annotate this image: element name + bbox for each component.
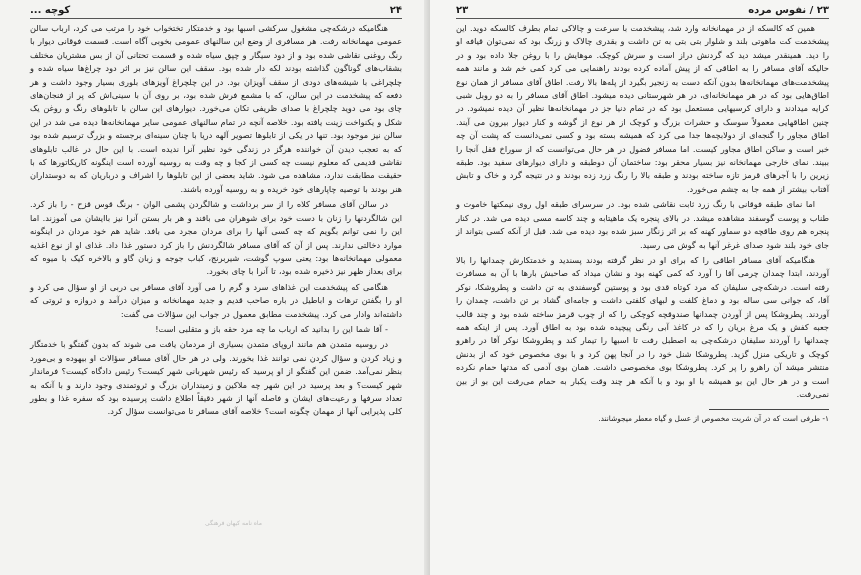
page-number-left: ۲۴ bbox=[389, 5, 402, 16]
paragraph: - آقا شما این را بدانید که ارباب ما چه مرد حقه باز و متقلبی است! bbox=[155, 323, 388, 334]
right-page-header bbox=[456, 4, 829, 19]
running-head-left: کوچه ... bbox=[30, 5, 71, 16]
paragraph: هنگامی که پیشخدمت این غذاهای سرد و گرم را می آورد آقای مسافر بی دربی از او سؤال می کرد و او را بگفتن ترهات و اباطیل در باره صاحب قدیم و جدید مهمانخانه و میزان درآمد و دروازه و ثروتی که داشته‌اند وادار می کرد. پیشخدمت مطابق معمول در جواب این سؤالات می گفت: bbox=[30, 281, 402, 319]
right-page bbox=[430, 0, 861, 575]
left-page-header bbox=[30, 4, 402, 19]
footnote-divider bbox=[709, 409, 829, 410]
running-head-right: ۲۳ / نفوس مرده bbox=[748, 5, 829, 16]
watermark-stamp: ماه نامه کیهان فرهنگی bbox=[205, 520, 262, 527]
left-page bbox=[0, 0, 430, 575]
paragraph: اما نمای طبقه فوقانی با رنگ زرد ثابت نقاشی شده بود. در سرسرای طبقه اول روی نیمکتها خاموت و طناب و پوست گوسفند مشاهده میشد. در بالای پنجره یک ماهیتابه و چند کاسه مسی دیده می شد. در کنار پنجره هم روی طاقچه دو سماور کهنه که بر اثر زنگار سبز شده بود دیده می شد. قبل از آنکه کسی بتواند از جای خود بلند شود صدای غرغر آنها به گوش می رسید. bbox=[456, 199, 829, 250]
page-number-right: ۲۳ bbox=[456, 5, 469, 16]
paragraph: همین که کالسکه از در مهمانخانه وارد شد، پیشخدمت با سرعت و چالاکی تمام بطرف کالسکه دوید. این پیشخدمت کت ماهوتی بلند و شلوار بتی بتی به تن داشت و بقدری چالاک و زرنگ بود که نمی‌توان قیافه او را دید. همینقدر میشد دید که گردنش دراز است و سرش کوچک. موهایش را با روغن جلا داده بود و در حالیکه آقای مسافر را به اطاقی که از پیش آماده کرده بودند راهنمایی می کرد کمی خم شد و مانند همه پیشخدمت‌های مهمانخانه‌ها بدون آنکه دست به زنجیر بگیرد از پله‌ها بالا رفت. اطاق آقای مسافر از همان نوع اطاق‌هایی بود که در هر مهمانخانه‌ای، در هر شهرستانی دیده میشود. اطاق آقای مسافر را به دو روبل شبی کرایه میدادند و دارای کرسیهایی مستعمل بود که در تمام دنیا جز در مهمانخانه‌ها نظیر آن دیده نمیشود. در چنین اطاقهایی معمولاً سوسک و حشرات بزرگ و کوچک از هر نوع از گوشه و کنار دیوار بیرون می آیند. اطاق مجاور را گنجه‌ای از دولابچه‌ها جدا می کرد که همیشه بسته بود و کسی نمی‌دانست که پشت آن چه خبر است و ساکن اطاق مجاور کیست. اما مسافر فضول در هر حال می‌توانست که از سوراخ قفل آنجا را ببیند. نمای خارجی مهمانخانه نیز بسیار محقر بود: ساختمان آن دوطبقه و دارای دیوارهای سفید بود. طبقه زیرین را با آجرهای قرمز تازه ساخته بودند و طبقه بالا را رنگ زرد زده بودند و در نتیجه گرد و خاک و تابش آفتاب بیشتر از همه جا به چشم می‌خورد. bbox=[456, 23, 829, 194]
paragraph: در سالن آقای مسافر کلاه را از سر برداشت و شالگردن پشمی الوان - برنگ قوس قزح - را باز کرد. این شالگردنها را زنان با دست خود برای شوهران می بافند و هر بار بستن آنرا نیز باایشان می آموزند. اما این را نمی توانم بگویم که چه کسی آنها را برای مردان مجرد می بافد. شاید هم خود مردان در اینگونه موارد دخالتی ندارند. پس از آن که آقای مسافر شالگردنش را باز کرد دستور غذا داد. غذای او از نوع اغذیه معمولی مهمانخانه‌ها بود: یعنی سوپ گوشت، شیربرنج، کباب جوجه و زبان گاو و بالاخره کیک با میوه که برای بعداز ظهر نیز ذخیره شده بود، تا آنرا با چای بخورد. bbox=[30, 199, 402, 277]
footnote: ۱- طرفی است که در آن شربت مخصوص از عسل و گیاه معطر میجوشانند. bbox=[598, 414, 829, 424]
paragraph: هنگامیکه درشکه‌چی مشغول سرکشی اسبها بود و خدمتکار تختخواب خود را مرتب می کرد، ارباب سالن عمومی مهمانخانه رفت. هر مسافری از وضع این سالنهای عمومی بخوبی آگاه است. قسمت فوقانی دیوار با رنگ روغنی نقاشی شده بود و از دود سیگار و چپق سیاه شده و قسمت تحتانی آن از بس مشتریان مختلف بشقاب‌های گوناگون گذاشته بودند لکه دار شده بود. سقف این سالن نیز بر اثر دود چراغ‌ها سیاه شده و چلچراغی با شیشه‌های دودی از سقف آویزان بود. در این چلچراغ آویزهای بلوری بسیار وجود داشت و هر دفعه که پیشخدمت در این سالن، که با مشمع فرش شده بود، بر روی آن با سینی‌اش که پر از فنجان‌های چای بود می دوید چلچراغ با صدای ظریفی تکان می‌خورد. دیوارهای این سالن با تابلوهای رنگ و روغن یک شکل و یکنواخت زینت یافته بود. خلاصه آنچه در تمام سالنهای عمومی سایر مهمانخانه‌ها دیده می شد در این سالن نیز موجود بود. تنها در یکی از تابلوها تصویر آلهه دریا با چنان سینه‌ای برجسته و بزرگ ترسیم شده بود که به تعجب دیدن آن خواننده هرگز در زندگی خود نظیر آنرا ندیده است. با این حال در غالب تابلوهای نقاشی قدیمی که معلوم نیست چه کسی از کجا و چه وقت به روسیه آورده است اینگونه کاریکاتورها که با حقیقت مطابقت ندارد، مشاهده می شود. شاید بعضی از این تابلوها را اشراف و درباریان که به دوستداران هنر بودند با توصیه چاپارهای خود خریده و به روسیه آورده باشند. bbox=[30, 23, 402, 194]
paragraph: هنگامیکه آقای مسافر اطاقی را که برای او در نظر گرفته بودند پسندید و خدمتکارش چمدانها را بالا آوردند، ابتدا چمدان چرمی آقا را آورد که کمی کهنه بود و نشان میداد که صاحبش بارها با آن به مسافرت رفته است. درشکه‌چی سلیفان که مرد کوتاه قدی بود و پوستین گوسفندی به تن داشت و پطروشکا، نوکر آقا، که جوانی سی ساله بود و دماغ کلفت و لبهای کلفتی داشت و جامه‌ای گشاد بر تن داشت، چمدان را آوردند. پطروشکا پس از آوردن چمدانها صندوقچه کوچکی را که از چوب قرمز ساخته شده بود و چند قالب جعبه کفش و یک مرغ بریان را که در کاغذ آبی رنگی پیچیده شده بود به اطاق آورد. پس از اینکه همه چمدانها را آوردند سلیفان درشکه‌چی به اصطبل رفت تا اسبها را تیمار کند و پطروشکا نوکر آقا در راهرو کوچک و تاریکی منزل گزید. پطروشکا شنل خود را در آنجا پهن کرد و با بوی مخصوص خود که از بدنش منتشر میشد آن راهرو را پر کرد. پطروشکا بوی مخصوصی داشت. همان بوی آدمی که مدتها حمام نکرده است و در هر حال این بو همیشه با او بود و با آنکه هر چند وقت یکبار به حمام می‌رفت این بو از بین نمی‌رفت. bbox=[456, 254, 829, 399]
paragraph: در روسیه متمدن هم مانند اروپای متمدن بسیاری از مردمان یافت می شوند که بدون گفتگو با خدمتگار و زیاد کردن و سؤال کردن نمی توانند غذا بخورند. ولی در هر حال آقای مسافر سؤالات او بیهوده و بی‌مورد بنظر نمی‌آمد. ضمن این گفتگو از او پرسید که رئیس شهربانی شهر کیست؟ رئیس دادگاه کیست؟ فرماندار شهر کیست؟ و بعد پرسید در این شهر چه ملاکین و زمینداران بزرگ و ثروتمندی وجود دارند و با آنکه به تعداد سرفها و رعیت‌های ایشان و فاصله آنها از شهر دقیقاً اطلاع داشت پرسیده بود که سفره غذا و بطور کلی پذیرایی آنها از مهمان چگونه است؟ خلاصه آقای مسافر تا می‌توانست سؤال کرد. bbox=[30, 339, 402, 417]
